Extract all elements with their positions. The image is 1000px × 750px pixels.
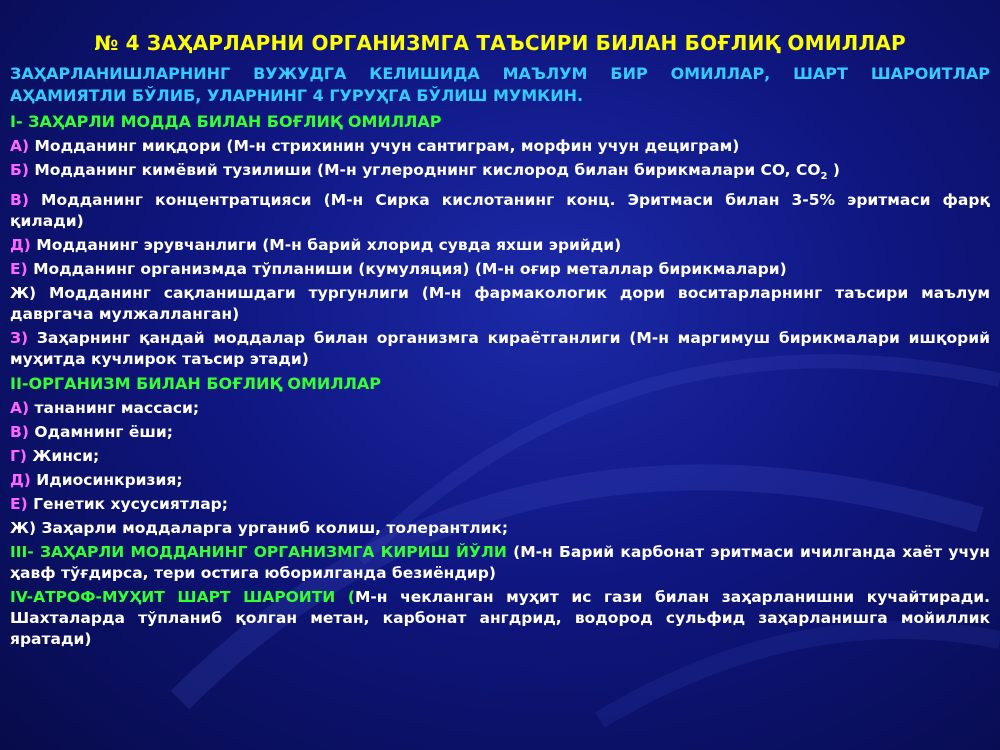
item-prefix: Д) <box>10 236 31 255</box>
item-text: Одамнинг ёши; <box>34 423 173 442</box>
item-text: тананинг массаси; <box>34 399 200 418</box>
section1-item-zh <box>10 283 990 325</box>
item-text: Идиосинкризия; <box>36 471 183 490</box>
item-prefix: Г) <box>10 447 27 466</box>
item-prefix: В) <box>10 191 29 210</box>
section4-paragraph <box>10 587 990 650</box>
section1-item-e <box>10 259 990 280</box>
section1-item-z <box>10 328 990 370</box>
section3-text: (М-н Барий карбонат эритмаси ичилганда хаёт учун ҳавф тўғдирса, тери остига юборилганда безиёндир) <box>10 543 990 583</box>
item-prefix: А) <box>10 137 30 155</box>
section2-item-zh <box>10 518 990 539</box>
item-text: Модданинг эрувчанлиги (М-н барий хлорид сувда яхши эрийди) <box>36 236 622 255</box>
item-tail: ) <box>827 161 840 179</box>
item-text: Модданинг концентратцияси (М-н Сирка кислотанинг конц. Эритмаси билан 3-5% эритмаси фарқ қилади) <box>10 191 990 231</box>
slide-title: № 4 ЗАҲАРЛАРНИ ОРГАНИЗМГА ТАЪСИРИ БИЛАН БОҒЛИҚ ОМИЛЛАР <box>94 31 906 55</box>
item-prefix: А) <box>10 399 30 418</box>
item-prefix: Е) <box>10 495 28 514</box>
item-prefix: Б) <box>10 161 29 179</box>
section1-heading: I- ЗАҲАРЛИ МОДДА БИЛАН БОҒЛИҚ ОМИЛЛАР <box>10 112 442 131</box>
item-prefix: Ж) <box>10 519 37 538</box>
item-text: Модданинг кимёвий тузилиши (М-н углероднинг кислород билан бирикмалари CO, CO <box>34 161 821 179</box>
section3-heading: III- ЗАҲАРЛИ МОДДАНИНГ ОРГАНИЗМГА КИРИШ ЙЎЛИ <box>10 543 507 562</box>
item-prefix: Ж) <box>10 284 37 303</box>
item-text: Генетик хусусиятлар; <box>33 495 228 514</box>
section3-paragraph <box>10 542 990 584</box>
item-prefix: Е) <box>10 260 28 279</box>
subscript: 2 <box>820 171 828 183</box>
section4-text: М-н чекланган муҳит ис гази билан заҳарланишни кучайтиради. Шахталарда тўпланиб қолган метан, карбонат ангдрид, водород сульфид заҳарланишга мойиллик яратади) <box>10 588 990 649</box>
section1-item-v <box>10 190 990 232</box>
section2-item-v <box>10 422 990 443</box>
item-prefix: В) <box>10 423 29 442</box>
intro-text: ЗАҲАРЛАНИШЛАРНИНГ ВУЖУДГА КЕЛИШИДА МАЪЛУМ БИР ОМИЛЛАР, ШАРТ ШАРОИТЛАР АҲАМИЯТЛИ БЎЛИБ, УЛАРНИНГ 4 ГУРУҲГА БЎЛИШ МУМКИН. <box>10 64 990 105</box>
item-text: Модданинг сақланишдаги тургунлиги (М-н фармакологик дори воситарларнинг таъсири маълум давргача мулжалланган) <box>10 284 990 324</box>
section1-item-b <box>10 160 990 187</box>
slide-content <box>10 0 990 653</box>
section2-item-e <box>10 494 990 515</box>
section2-item-a <box>10 398 990 419</box>
section1-item-a <box>10 136 990 157</box>
section1-item-d <box>10 235 990 256</box>
item-prefix: Д) <box>10 471 31 490</box>
section4-heading: IV-АТРОФ-МУҲИТ ШАРТ ШАРОИТИ ( <box>10 588 355 607</box>
item-text: Модданинг миқдори (М-н стрихинин учун сантиграм, морфин учун дециграм) <box>34 137 740 155</box>
item-text: Жинси; <box>32 447 100 466</box>
section2-item-d <box>10 470 990 491</box>
section2-heading: II-ОРГАНИЗМ БИЛАН БОҒЛИҚ ОМИЛЛАР <box>10 374 382 394</box>
item-text: Модданинг организмда тўпланиши (кумуляция) (М-н оғир металлар бирикмалари) <box>33 260 787 279</box>
item-text: Заҳарли моддаларга урганиб колиш, толерантлик; <box>41 519 509 538</box>
item-prefix: З) <box>10 329 29 348</box>
section2-item-g <box>10 446 990 467</box>
item-text: Заҳарнинг қандай моддалар билан организмга кираётганлиги (М-н маргимуш бирикмалари ишқорий муҳитда кучлирок таъсир этади) <box>10 329 990 369</box>
